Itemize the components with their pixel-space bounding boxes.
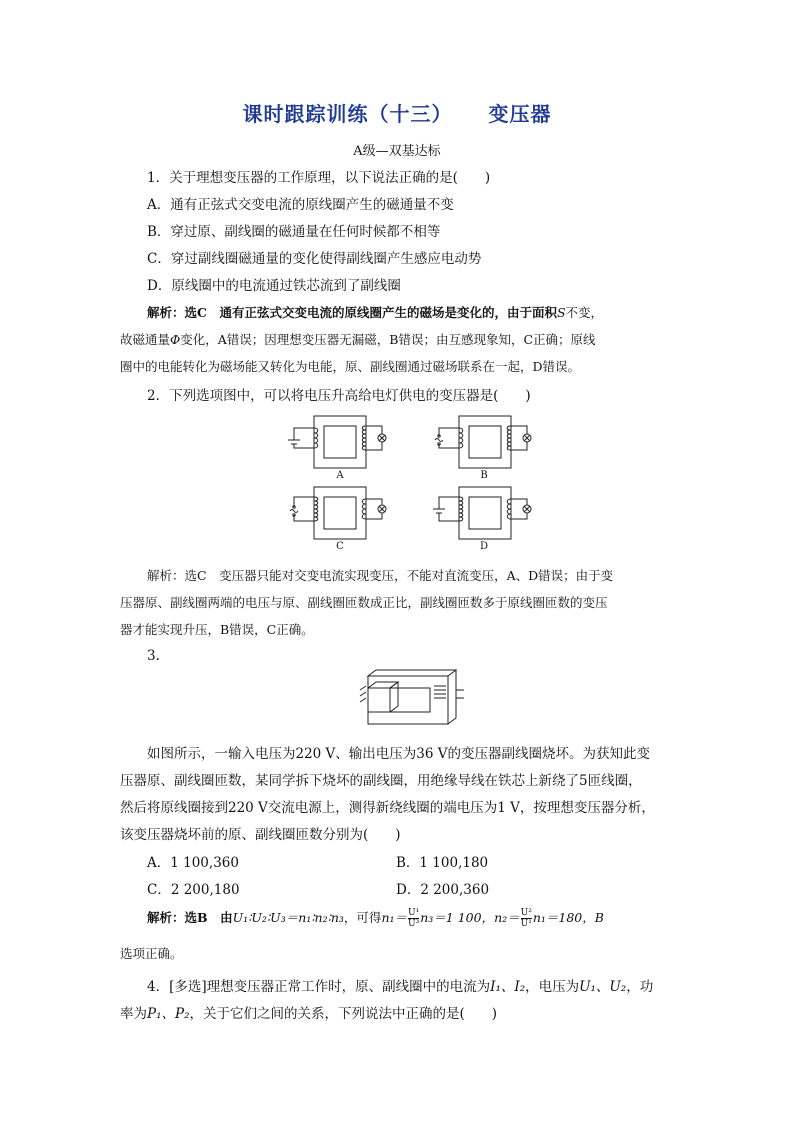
q3-stem-line1: 如图所示，一输入电压为220 V、输出电压为36 V的变压器副线圈烧坏。为获知此变 (147, 746, 651, 762)
q1-explanation-line3: 圈中的电能转化为磁场能又转化为电能，原、副线圈通过磁场联系在一起，D错误。 (120, 359, 581, 374)
q3-explanation-line2: 选项正确。 (120, 946, 183, 961)
page-title: 课时跟踪训练（十三） 变压器 (242, 102, 552, 126)
q4-stem-line2: 率为P₁、P₂，关于它们之间的关系，下列说法中正确的是( ) (120, 1006, 498, 1022)
q3-stem-line4: 该变压器烧坏前的原、副线圈匝数分别为( ) (120, 827, 401, 843)
q3-option-a: A．1 100,360 (147, 855, 239, 871)
q1-stem: 1．关于理想变压器的工作原理，以下说法正确的是( ) (147, 170, 491, 186)
q2-explanation-line2: 压器原、副线圈两端的电压与原、副线圈匝数成正比，副线圈匝数多于原线圈匝数的变压 (120, 595, 608, 610)
transformer-core-figure (352, 668, 472, 730)
q1-option-a: A．通有正弦式交变电流的原线圈产生的磁通量不变 (147, 197, 454, 213)
q1-option-c: C．穿过副线圈磁通量的变化使得副线圈产生感应电动势 (147, 251, 482, 267)
q1-option-b: B．穿过原、副线圈的磁通量在任何时候都不相等 (147, 224, 441, 240)
q3-stem-line2: 压器原、副线圈匝数，某同学拆下烧坏的副线圈，用绝缘导线在铁芯上新绕了5匝线圈， (120, 773, 642, 789)
q2-explanation-line3: 器才能实现升压，B错误，C正确。 (120, 622, 314, 637)
diagram-label-b: B (480, 470, 488, 481)
q4-stem-line1: 4．[多选]理想变压器正常工作时，原、副线圈中的电流为I₁、I₂，电压为U₁、U₂，功 (147, 979, 654, 995)
q3-explanation-line1: 解析：选B 由U₁∶U₂∶U₃＝n₁∶n₂∶n₃，可得n₁＝ $\frac{\text{U¹}}{\text{U³}}$ n₃＝1 100，n₂＝ $\frac{\text{U²}}{\text{U¹}}$ n₁＝180，B (147, 908, 604, 929)
diagram-label-d: D (479, 541, 489, 552)
diagram-label-c: C (336, 541, 344, 552)
q3-option-b: B．1 100,180 (396, 855, 489, 871)
section-subtitle: A级—双基达标 (353, 144, 441, 159)
q1-option-d: D．原线圈中的电流通过铁芯流到了副线圈 (147, 278, 401, 294)
q1-explanation-line2: 故磁通量Φ变化，A错误；因理想变压器无漏磁，B错误；由互感现象知，C正确；原线 (120, 332, 596, 347)
q3-option-c: C．2 200,180 (147, 882, 240, 898)
q3-number: 3. (147, 648, 160, 664)
q2-stem: 2．下列选项图中，可以将电压升高给电灯供电的变压器是( ) (147, 388, 531, 404)
q3-option-d: D．2 200,360 (396, 882, 490, 898)
diagram-label-a: A (336, 470, 344, 481)
q1-explanation-line1: 解析：选C 通有正弦式交变电流的原线圈产生的磁场是变化的，由于面积S不变， (147, 305, 604, 320)
q2-explanation-line1: 解析：选C 变压器只能对交变电流实现变压，不能对直流变压，A、D错误；由于变 (147, 568, 614, 583)
q3-stem-line3: 然后将原线圈接到220 V交流电源上，测得新绕线圈的端电压为1 V，按理想变压器分析， (120, 800, 655, 816)
